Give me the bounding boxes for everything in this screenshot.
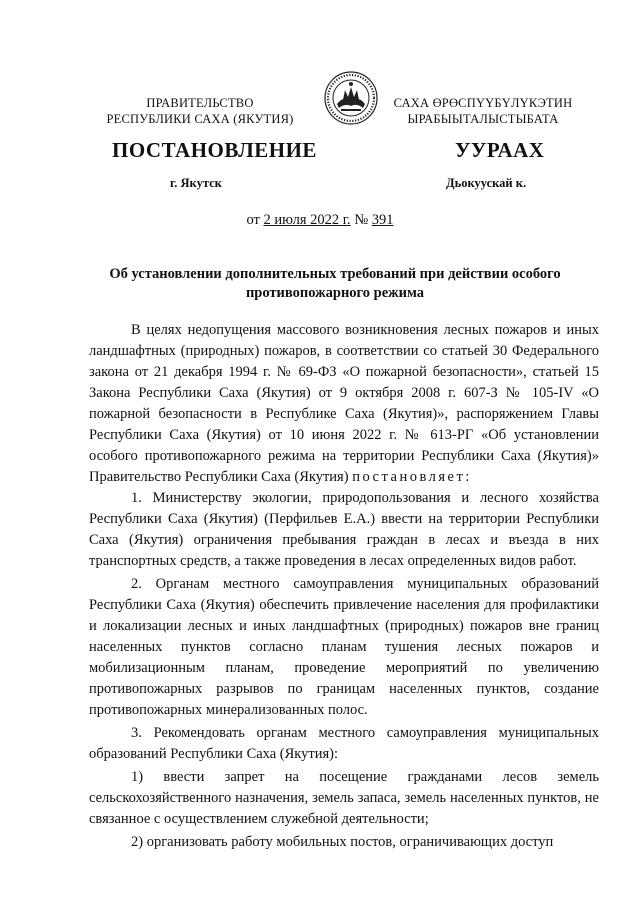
title-line1: Об установлении дополнительных требований при действии особого [109,266,561,282]
issuer-ru-line2: РЕСПУБЛИКИ САХА (ЯКУТИЯ) [106,112,294,126]
item-2: 2. Органам местного самоуправления муниципальных образований Республики Саха (Якутия) обеспечить привлечение населения для профилактики и локализации лесных и иных ландшафтных (природных) пожаров вне границ населенных пунктов согласно планам тушения лесных пожаров и мобилизационным планам, проведение мероприятий по увеличению противопожарных разрывов по границам населенных пунктов, создание противопожарных минерализованных полос. [89,576,599,718]
issuer-sakha-line2: ЫРАБЫЫТАЛЫСТЫБАТА [407,112,559,126]
number-prefix: от [246,212,264,228]
intro-paragraph [89,320,599,488]
item-3-1: 1) ввести запрет на посещение гражданами лесов земель сельскохозяйственного назначения, земель запаса, земель населенных пунктов, не связанное с осуществлением служебной деятельности; [89,769,599,827]
issuer-sakha [378,95,588,127]
intro-text: В целях недопущения массового возникновения лесных пожаров и иных ландшафтных (природных) пожаров, в соответствии со статьей 30 Федерального закона от 21 декабря 1994 г. № 69-ФЗ «О пожарной безопасности», статьей 15 Закона Республики Саха (Якутия) от 9 октября 2008 г. 607-З № 105-IV «О пожарной безопасности в Республике Саха (Якутия)», распоряжением Главы Республики Саха (Якутия) от 10 июня 2022 г. № 613-РГ «Об установлении особого противопожарного режима на территории Республики Саха (Якутия)» Правительство Республики Саха (Якутия) [89,322,599,485]
document-date-number [0,212,640,229]
document-title [95,265,575,303]
resolves-word: постановляет: [352,469,472,485]
city-sakha: Дьокуускай к. [446,176,527,190]
doc-type-ru: ПОСТАНОВЛЕНИЕ [112,138,317,162]
item-3-2: 2) организовать работу мобильных постов, ограничивающих доступ [131,834,554,850]
document-body [89,320,599,853]
number-mid: № [350,212,372,228]
item-3: 3. Рекомендовать органам местного самоуправления муниципальных образований Республики Саха (Якутия): [89,725,599,762]
city-ru: г. Якутск [170,176,222,190]
issuer-ru-line1: ПРАВИТЕЛЬСТВО [146,96,254,110]
item-1: 1. Министерству экологии, природопользования и лесного хозяйства Республики Саха (Якутия) (Перфильев Е.А.) ввести на территории Республики Саха (Якутия) ограничения пребывания граждан в лесах и въезда в них транспортных средств, а также проведения в лесах определенных видов работ. [89,490,599,569]
document-date: 2 июля 2022 г. [263,212,351,228]
issuer-ru [100,95,300,127]
title-line2: противопожарного режима [245,285,425,301]
doc-type-sakha: УУРААХ [455,138,545,162]
issuer-sakha-line1: САХА ӨРӨСПҮҮБҮЛҮКЭТИН [393,96,573,110]
coat-of-arms-emblem-icon [323,70,379,126]
document-number: 391 [371,212,394,228]
